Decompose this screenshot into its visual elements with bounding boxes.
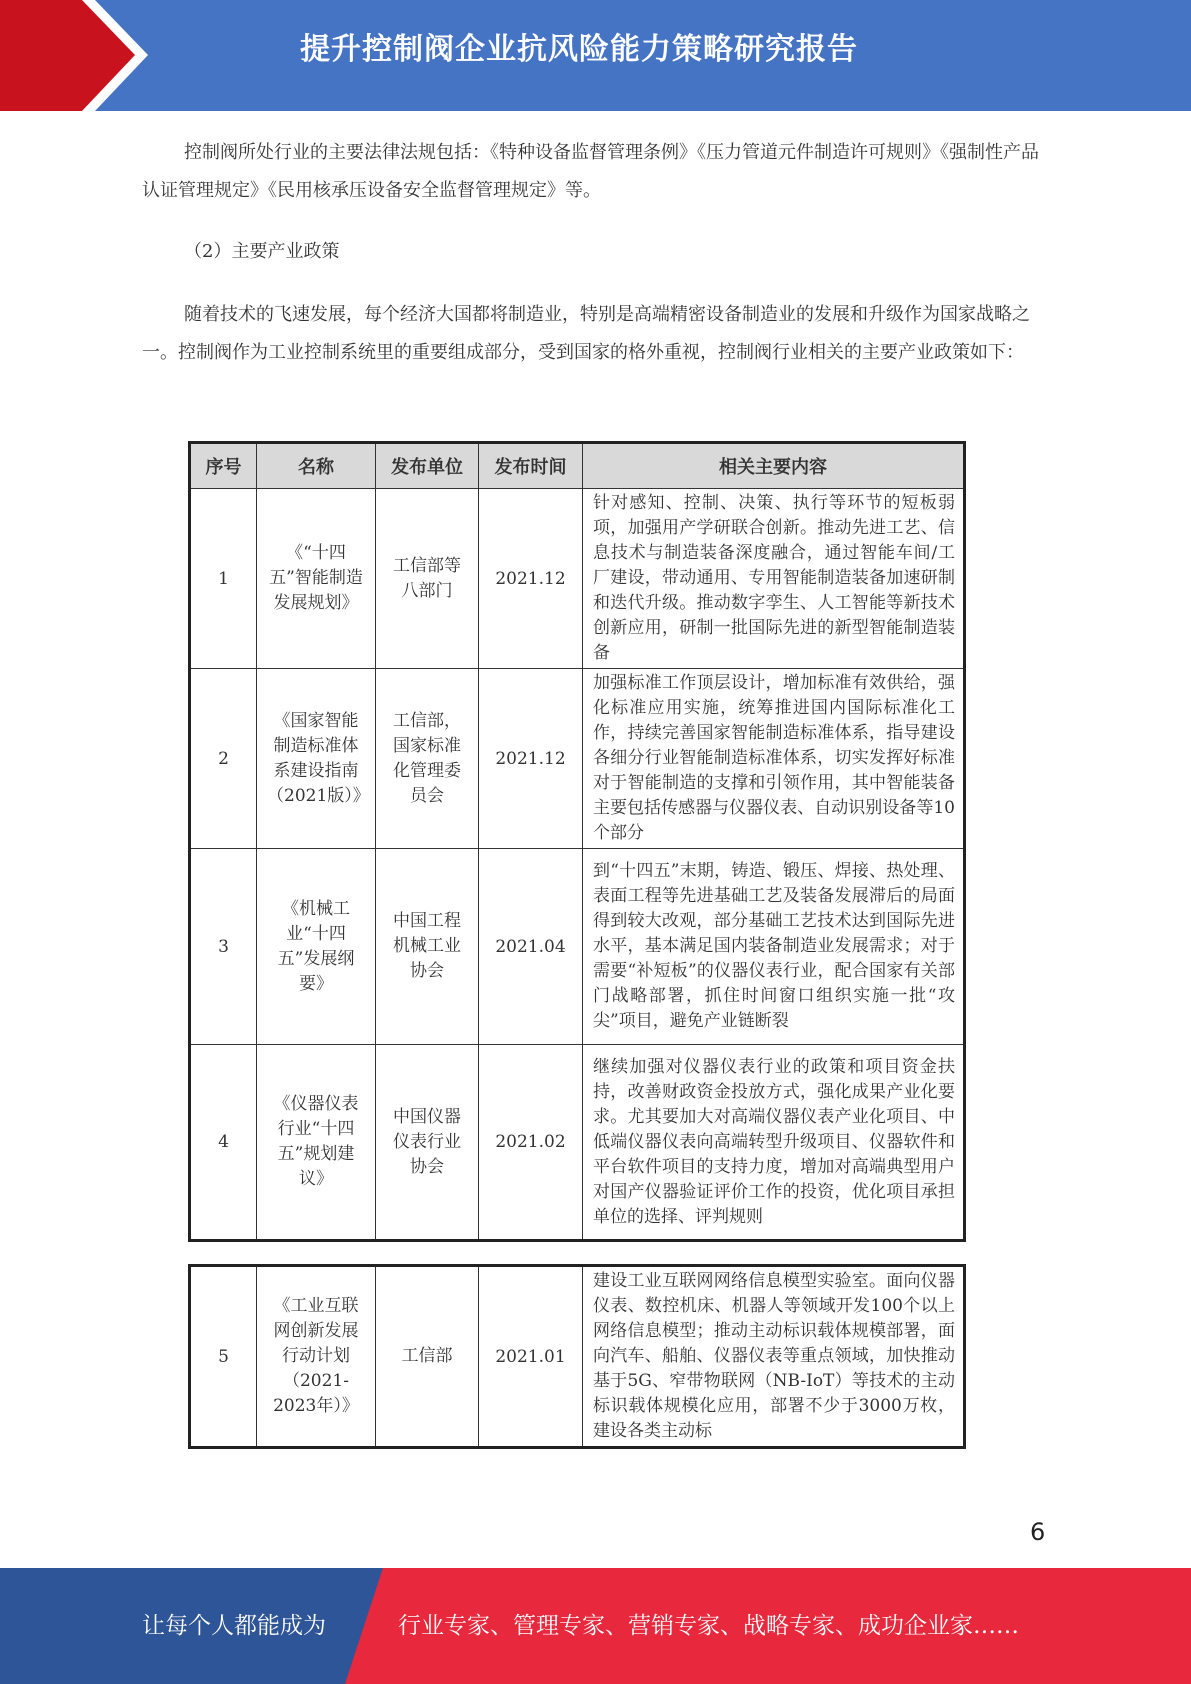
table-row: [190, 489, 965, 669]
policy-content: 建设工业互联网网络信息模型实验室。面向仪器仪表、数控机床、机器人等领域开发100个以上网络信息模型；推动主动标识载体规模部署，面向汽车、船舶、仪器仪表等重点领域，加快推动基于5G、窄带物联网（NB-IoT）等技术的主动标识载体规模化应用，部署不少于3000万枚，建设各类主动标: [593, 1271, 955, 1441]
column-header-publisher: 发布单位: [376, 443, 479, 489]
policy-name: 《机械工业“十四五”发展纲要》: [277, 898, 355, 994]
column-header-number: 序号: [190, 443, 257, 489]
policy-content: 到“十四五”末期，铸造、锻压、焊接、热处理、表面工程等先进基础工艺及装备发展滞后的局面得到较大改观，部分基础工艺技术达到国际先进水平，基本满足国内装备制造业发展需求；对于需要“补短板”的仪器仪表行业，配合国家有关部门战略部署，抓住时间窗口组织实施一批“攻尖”项目，避免产业链断裂: [593, 861, 955, 1031]
row-number: 5: [190, 1266, 257, 1448]
policy-name: 《仪器仪表行业“十四五”规划建议》: [273, 1094, 359, 1189]
publish-date: 2021.02: [479, 1045, 583, 1241]
policy-content: 继续加强对仪器仪表行业的政策和项目资金扶持，改善财政资金投放方式，强化成果产业化要求。尤其要加大对高端仪器仪表产业化项目、中低端仪器仪表向高端转型升级项目、仪器软件和平台软件项目的支持力度，增加对高端典型用户对国产仪器验证评价工作的投资，优化项目承担单位的选择、评判规则: [593, 1056, 955, 1227]
row-number: 1: [190, 489, 257, 669]
policy-name: 《工业互联网创新发展行动计划（2021-2023年）》: [273, 1296, 359, 1416]
section-subheading: （2）主要产业政策: [184, 241, 340, 262]
policy-content: 针对感知、控制、决策、执行等环节的短板弱项，加强用产学研联合创新。推动先进工艺、信息技术与制造装备深度融合，通过智能车间/工厂建设，带动通用、专用智能制造装备加速研制和迭代升级。推动数字孪生、人工智能等新技术创新应用，研制一批国际先进的新型智能制造装备: [593, 493, 955, 663]
publish-date: 2021.12: [479, 669, 583, 849]
footer-slogan-left: 让每个人都能成为: [142, 1613, 326, 1639]
header-title: 提升控制阀企业抗风险能力策略研究报告: [300, 32, 858, 67]
row-number: 4: [190, 1045, 257, 1241]
publisher: 工信部: [401, 1346, 453, 1366]
footer-slogan-right: 行业专家、管理专家、营销专家、战略专家、成功企业家……: [398, 1613, 1019, 1639]
publisher: 工信部等八部门: [393, 555, 461, 601]
row-number: 3: [190, 849, 257, 1045]
publisher: 中国仪器仪表行业协会: [393, 1106, 461, 1177]
column-header-content: 相关主要内容: [583, 443, 965, 489]
policy-table-continued: [188, 1264, 966, 1449]
page-footer: [0, 1568, 1191, 1684]
policy-content: 加强标准工作顶层设计，增加标准有效供给，强化标准应用实施，统筹推进国内国际标准化工作，持续完善国家智能制造标准体系，指导建设各细分行业智能制造标准体系，切实发挥好标准对于智能制造的支撑和引领作用，其中智能装备主要包括传感器与仪器仪表、自动识别设备等10个部分: [593, 673, 955, 843]
publisher: 工信部，国家标准化管理委员会: [393, 710, 461, 806]
column-header-name: 名称: [257, 443, 376, 489]
publish-date: 2021.12: [479, 489, 583, 669]
publish-date: 2021.01: [479, 1266, 583, 1448]
publish-date: 2021.04: [479, 849, 583, 1045]
table-header-row: [190, 443, 965, 489]
paragraph-laws: 控制阀所处行业的主要法律法规包括：《特种设备监督管理条例》《压力管道元件制造许可规则》《强制性产品认证管理规定》《民用核承压设备安全监督管理规定》等。: [142, 142, 1039, 201]
policy-name: 《“十四五”智能制造发展规划》: [269, 543, 363, 613]
policy-name: 《国家智能制造标准体系建设指南（2021版）》: [267, 710, 370, 806]
page-number: 6: [1030, 1518, 1046, 1546]
page-header: [0, 0, 1191, 111]
table-row: [190, 1045, 965, 1241]
table-row: [190, 669, 965, 849]
paragraph-policy-intro: 随着技术的飞速发展，每个经济大国都将制造业，特别是高端精密设备制造业的发展和升级作为国家战略之一。控制阀作为工业控制系统里的重要组成部分，受到国家的格外重视，控制阀行业相关的主要产业政策如下：: [142, 304, 1030, 363]
publisher: 中国工程机械工业协会: [393, 911, 461, 981]
row-number: 2: [190, 669, 257, 849]
policy-table: [188, 441, 966, 1242]
column-header-date: 发布时间: [479, 443, 583, 489]
header-arrow-decoration: [0, 0, 160, 111]
table-row: [190, 1266, 965, 1448]
table-row: [190, 849, 965, 1045]
